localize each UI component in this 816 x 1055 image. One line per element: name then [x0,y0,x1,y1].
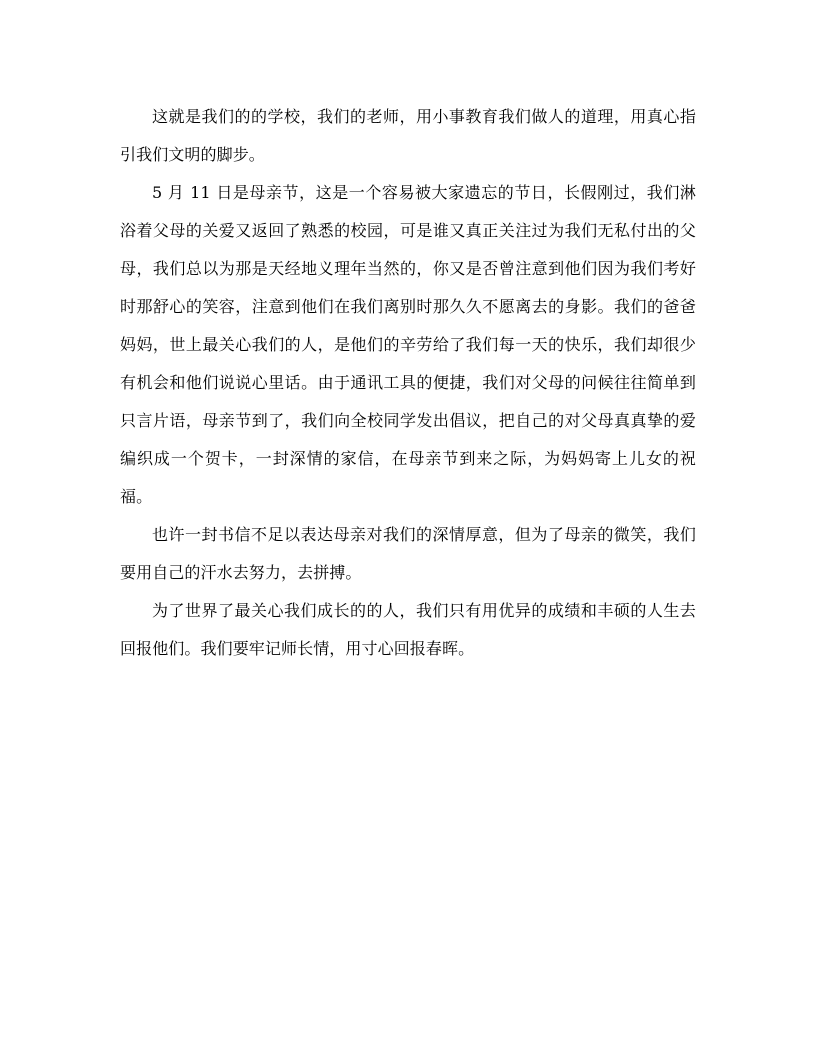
document-body [120,98,696,668]
paragraph-letter: 也许一封书信不足以表达母亲对我们的深情厚意，但为了母亲的微笑，我们要用自己的汗水去努力，去拼搏。 [120,525,696,582]
paragraph-mothers-day: 5 月 11 日是母亲节，这是一个容易被大家遗忘的节日，长假刚过，我们淋浴着父母的关爱又返回了熟悉的校园，可是谁又真正关注过为我们无私付出的父母，我们总以为那是天经地义理年当然的，你又是否曾注意到他们因为我们考好时那舒心的笑容，注意到他们在我们离别时那久久不愿离去的身影。我们的爸爸妈妈，世上最关心我们的人，是他们的辛劳给了我们每一天的快乐，我们却很少有机会和他们说说心里话。由于通讯工具的便捷，我们对父母的问候往往简单到只言片语，母亲节到了，我们向全校同学发出倡议，把自己的对父母真真挚的爱编织成一个贺卡，一封深情的家信，在母亲节到来之际，为妈妈寄上儿女的祝福。 [120,183,696,506]
paragraph-school: 这就是我们的的学校，我们的老师，用小事教育我们做人的道理，用真心指引我们文明的脚步。 [120,107,696,164]
paragraph-repay: 为了世界了最关心我们成长的的人，我们只有用优异的成绩和丰硕的人生去回报他们。我们要牢记师长情，用寸心回报春晖。 [120,601,696,658]
